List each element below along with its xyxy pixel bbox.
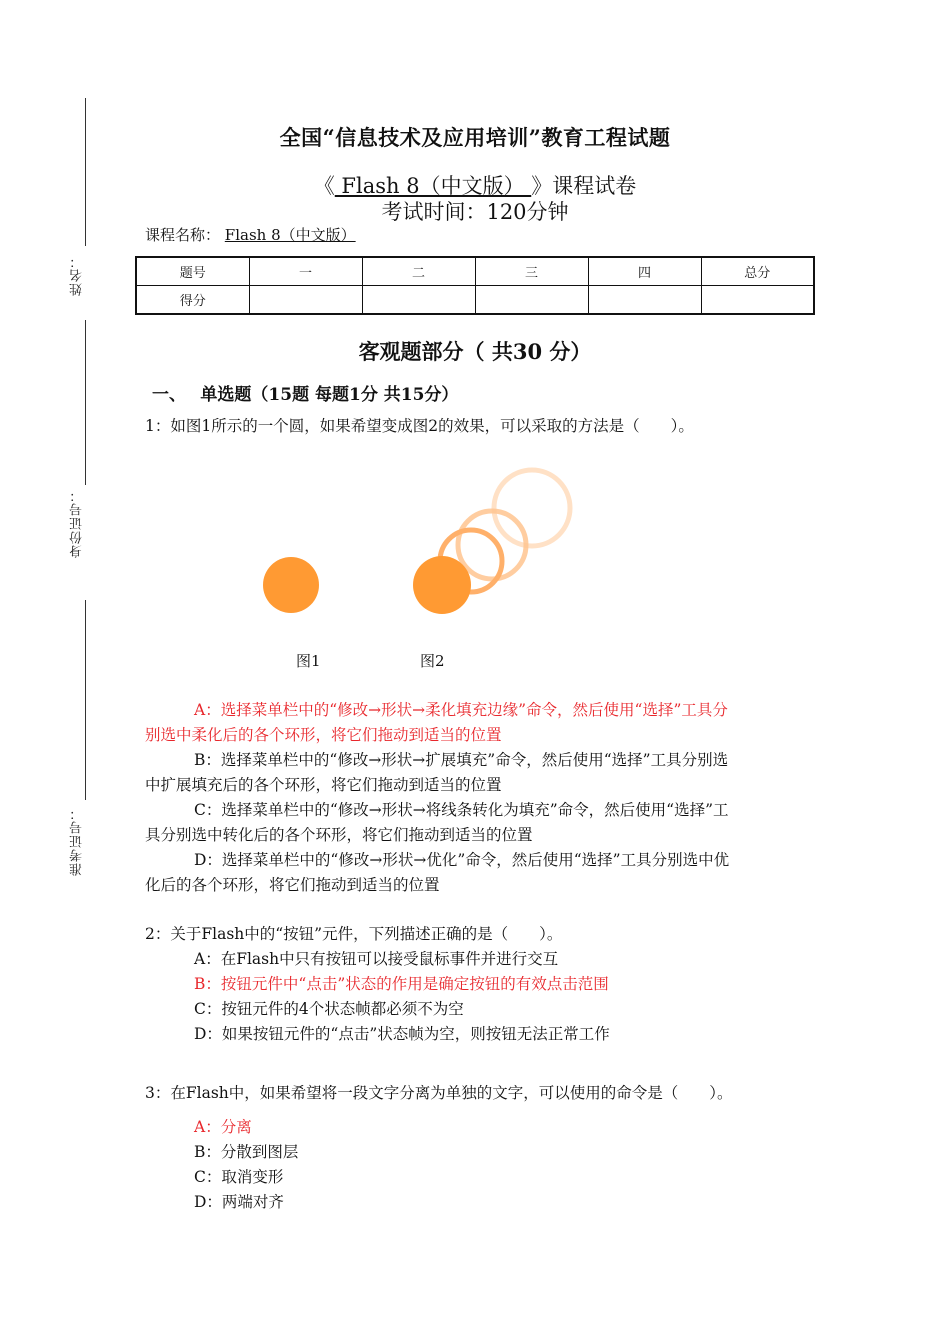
- q3-option-a: A：分离: [194, 1118, 252, 1136]
- q2-stem: 2：关于Flash中的“按钮”元件，下列描述正确的是（ ）。: [145, 925, 563, 943]
- q1-stem: 1：如图1所示的一个圆，如果希望变成图2的效果，可以采取的方法是（ ）。: [145, 417, 694, 435]
- score-cell: [588, 286, 701, 315]
- name-label: 姓名：: [70, 254, 85, 296]
- fig2-ring-4: [494, 470, 570, 546]
- score-cell: 一: [249, 257, 362, 286]
- binding-line-3: [85, 600, 86, 800]
- q2-option-d: D：如果按钮元件的“点击”状态帧为空，则按钮无法正常工作: [194, 1025, 610, 1043]
- fig1-circle: [263, 557, 319, 613]
- subtitle-open: 《: [313, 174, 335, 198]
- q1-option-c-cont: 具分别选中转化后的各个环形，将它们拖动到适当的位置: [145, 826, 533, 844]
- q3-stem: 3：在Flash中，如果希望将一段文字分离为单独的文字，可以使用的命令是（ ）。: [145, 1084, 733, 1102]
- id-label: 身份证号：: [70, 488, 85, 558]
- score-cell: 总分: [701, 257, 814, 286]
- q2-option-a: A：在Flash中只有按钮可以接受鼠标事件并进行交互: [194, 950, 559, 968]
- q1-option-a-cont: 别选中柔化后的各个环形，将它们拖动到适当的位置: [145, 726, 502, 744]
- course-name: [145, 224, 386, 245]
- exam-title: 全国“信息技术及应用培训”教育工程试题: [279, 125, 671, 150]
- score-table-header-row: [136, 257, 814, 286]
- score-cell: 三: [475, 257, 588, 286]
- score-cell: 得分: [136, 286, 249, 315]
- exam-time: 考试时间：120分钟: [381, 200, 569, 224]
- q3-option-c: C：取消变形: [194, 1168, 284, 1186]
- q1-figure: [250, 460, 590, 630]
- course-label: 课程名称：: [145, 226, 221, 244]
- subtitle-course: Flash 8（中文版）: [334, 174, 532, 198]
- score-cell: 二: [362, 257, 475, 286]
- score-cell: 题号: [136, 257, 249, 286]
- score-cell: [701, 286, 814, 315]
- score-cell: [475, 286, 588, 315]
- fig2-circle: [413, 556, 471, 614]
- q3-option-d: D：两端对齐: [194, 1193, 284, 1211]
- q2-option-c: C：按钮元件的4个状态帧都必须不为空: [194, 1000, 464, 1018]
- q1-option-a: A：选择菜单栏中的“修改→形状→柔化填充边缘”命令，然后使用“选择”工具分: [194, 701, 728, 719]
- fig2-caption: 图2: [420, 652, 445, 670]
- subtitle-close: 》课程试卷: [531, 174, 637, 198]
- q1-option-b-cont: 中扩展填充后的各个环形，将它们拖动到适当的位置: [145, 776, 502, 794]
- course-value: Flash 8（中文版）: [224, 226, 356, 244]
- exam-no-label: 准考证号：: [70, 806, 85, 876]
- q1-option-d: D：选择菜单栏中的“修改→形状→优化”命令，然后使用“选择”工具分别选中优: [194, 851, 730, 869]
- part1-heading: 一、 单选题（15题 每题1分 共15分）: [152, 385, 459, 405]
- score-table: [135, 256, 815, 315]
- fig1-caption: 图1: [296, 652, 321, 670]
- score-cell: 四: [588, 257, 701, 286]
- q1-option-d-cont: 化后的各个环形，将它们拖动到适当的位置: [145, 876, 440, 894]
- score-cell: [249, 286, 362, 315]
- score-cell: [362, 286, 475, 315]
- q2-option-b: B：按钮元件中“点击”状态的作用是确定按钮的有效点击范围: [194, 975, 609, 993]
- section-title: 客观题部分（ 共30 分）: [358, 339, 592, 364]
- q1-option-c: C：选择菜单栏中的“修改→形状→将线条转化为填充”命令，然后使用“选择”工: [194, 801, 729, 819]
- q3-option-b: B：分散到图层: [194, 1143, 299, 1161]
- q1-option-b: B：选择菜单栏中的“修改→形状→扩展填充”命令，然后使用“选择”工具分别选: [194, 751, 729, 769]
- score-table-score-row: [136, 286, 814, 315]
